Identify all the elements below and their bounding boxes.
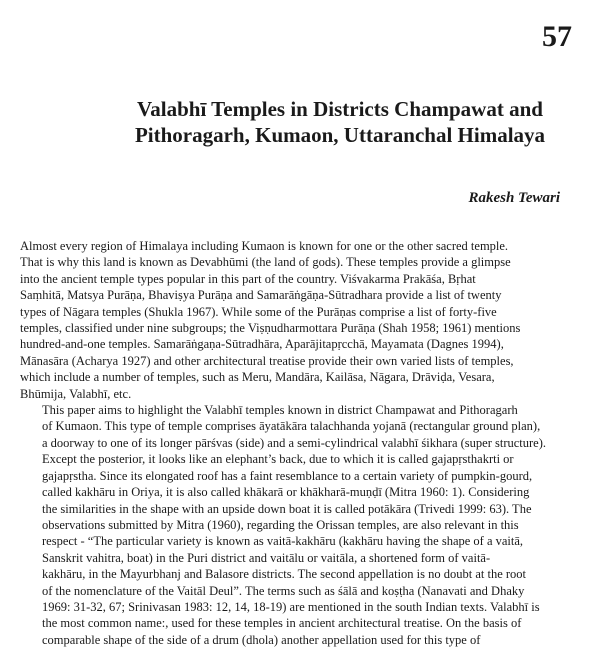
text-line: a doorway to one of its longer pārśvas (side) and a semi-cylindrical valabhī śikhara (super structure). [42,435,546,450]
text-line: That is why this land is known as Devabhūmi (the land of gods). These temples provide a glimpse [20,255,511,270]
text-line: kakhāru, in the Mayurbhanj and Balasore districts. The second appellation is no doubt at the root [42,567,527,582]
paper-title [100,96,580,149]
body-text [20,238,588,648]
title-line: Pithoragarh, Kumaon, Uttaranchal Himalaya [134,123,546,148]
text-line: Almost every region of Himalaya including Kumaon is known for one or the other sacred temple. [20,239,509,253]
text-line: temples, classified under nine subgroups; the Viṣṇudharmottara Purāṇa (Shah 1958; 1961) mentions [20,321,521,336]
text-line: into the ancient temple types popular in this part of the country. Viśvakarma Prakāśa, Bṛhat [20,271,476,286]
text-line: This paper aims to highlight the Valabhī temples known in district Champawat and Pithoragarh [42,403,518,418]
text-line: hundred-and-one temples. Samarāṅgaṇa-Sūtradhāra, Aparājitapṛcchā, Mayamata (Dagnes 1994), [20,337,504,352]
text-line: Except the posterior, it looks like an elephant’s back, due to which it is called gajapṛsthakrti or [42,452,514,467]
text-line: Sanskrit vahitra, boat) in the Puri district and vaitālu or vaitāla, a shortened form of vaitā- [42,550,491,565]
text-line: which include a number of temples, such as Meru, Mandāra, Kailāsa, Nāgara, Drāviḍa, Vesara, [20,370,495,385]
text-line: 1969: 31-32, 67; Srinivasan 1983: 12, 14, 18-19) are mentioned in the south Indian texts. Valabhī is [42,599,540,614]
title-line: Valabhī Temples in Districts Champawat and [137,97,543,121]
text-line: comparable shape of the side of a drum (dhola) another appellation used for this type of [42,632,481,647]
text-line: the similarities in the shape with an upside down boat it is called potākāra (Trivedi 1999: 63). The [42,501,532,516]
text-line: observations submitted by Mitra (1960), regarding the Orissan temples, are also relevant in this [42,517,519,532]
author-name: Rakesh Tewari [468,190,560,206]
page-number: 57 [542,20,572,53]
text-line: of the nomenclature of the Vaitāl Deul”. The terms such as śālā and koṣṭha (Nanavati and Dhaky [42,583,525,598]
paragraph [20,238,588,402]
text-line: respect - “The particular variety is known as vaitā-kakhāru (kakhāru having the shape of a vaitā, [42,534,524,549]
paragraph [20,402,588,648]
text-line: Saṃhitā, Matsya Purāṇa, Bhaviṣya Purāṇa and Samarāṅgāṇa-Sūtradhara provide a list of twenty [20,288,502,303]
text-line: Mānasāra (Acharya 1927) and other architectural treatise provide their own varied lists of temples, [20,353,514,368]
text-line: the most common name:, used for these temples in ancient architectural treatise. On the basis of [42,616,522,631]
text-line: of Kumaon. This type of temple comprises āyatākāra talachhanda yojanā (rectangular ground plan), [42,419,541,434]
text-line: types of Nāgara temples (Shukla 1967). While some of the Purāṇas comprise a list of forty-five [20,304,497,319]
text-line: called kakhāru in Oriya, it is also called khākarā or khākharā-muṇḍī (Mitra 1960: 1). Considering [42,485,530,500]
text-line: Bhūmija, Valabhī, etc. [20,386,132,401]
text-line: gajapṛstha. Since its elongated roof has a faint resemblance to a certain variety of pumpkin-gourd, [42,468,533,483]
